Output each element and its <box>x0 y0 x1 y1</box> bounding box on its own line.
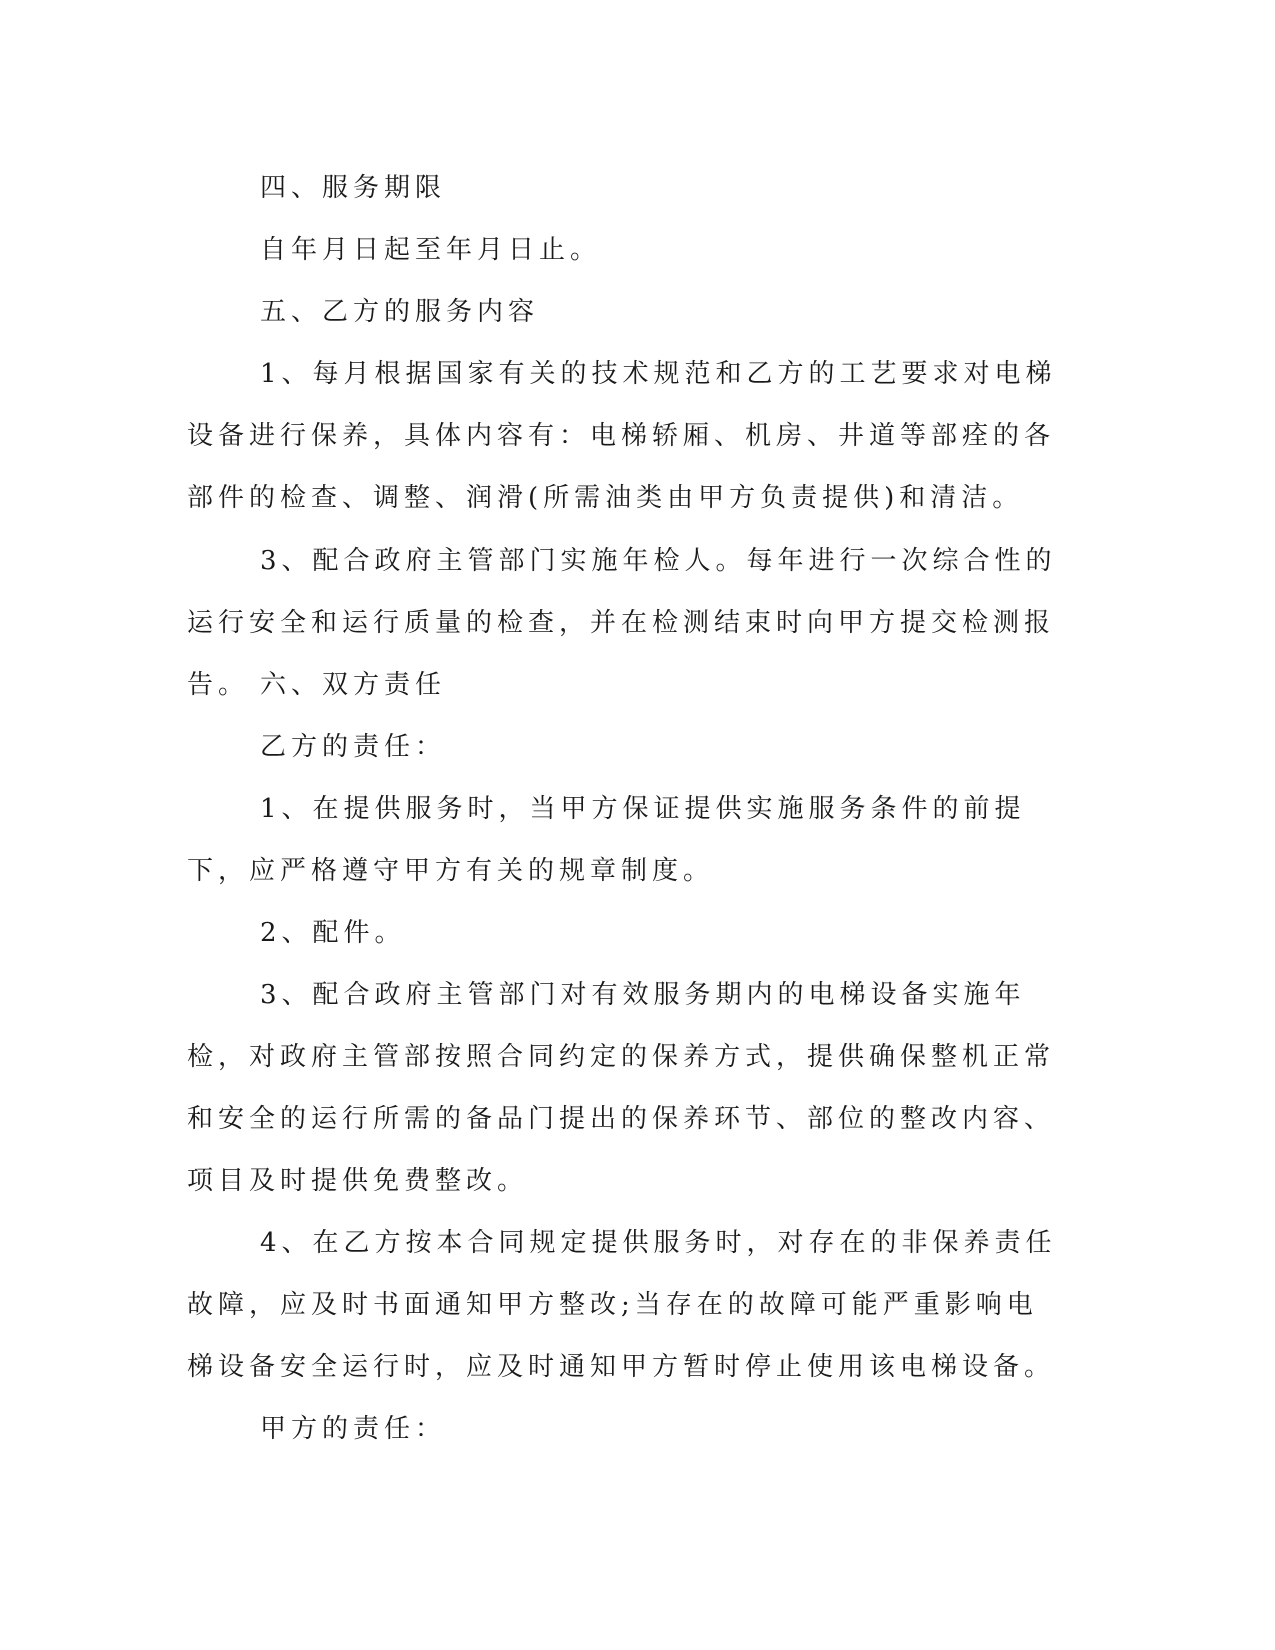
paragraph-party-b-item-3: 3、配合政府主管部门对有效服务期内的电梯设备实施年检，对政府主管部按照合同约定的保养方式，提供确保整机正常和安全的运行所需的备品门提出的保养环节、部位的整改内容、项目及时提供免费整改。 <box>187 980 1056 1196</box>
paragraph-service-dates: 自年月日起至年月日止。 <box>260 235 602 265</box>
paragraph-party-b-item-1: 1、在提供服务时，当甲方保证提供实施服务条件的前提下，应严格遵守甲方有关的规章制度。 <box>187 794 1026 886</box>
section-heading-responsibilities: 六、双方责任 <box>260 670 447 700</box>
paragraph-maintenance-item-3: 3、配合政府主管部门实施年检人。每年进行一次综合性的运行安全和运行质量的检查，并在检测结束时向甲方提交检测报告。 <box>187 546 1057 700</box>
section-heading-service-period: 四、服务期限 <box>260 173 447 203</box>
section-heading-service-content: 五、乙方的服务内容 <box>260 297 540 327</box>
subheading-party-a-responsibilities: 甲方的责任： <box>260 1414 447 1444</box>
paragraph-party-b-item-2: 2、配件。 <box>260 918 406 948</box>
paragraph-party-b-item-4: 4、在乙方按本合同规定提供服务时，对存在的非保养责任故障，应及时书面通知甲方整改;当存在的故障可能严重影响电梯设备安全运行时，应及时通知甲方暂时停止使用该电梯设备。 <box>187 1228 1057 1382</box>
paragraph-maintenance-item-1: 1、每月根据国家有关的技术规范和乙方的工艺要求对电梯设备进行保养，具体内容有：电梯轿厢、机房、井道等部痊的各部件的检查、调整、润滑(所需油类由甲方负责提供)和清洁。 <box>187 359 1057 513</box>
subheading-party-b-responsibilities: 乙方的责任： <box>260 732 447 762</box>
